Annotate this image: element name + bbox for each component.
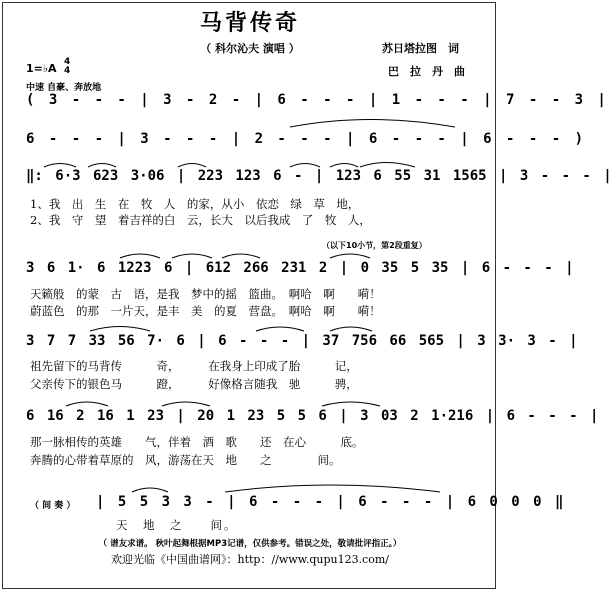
tie-slur xyxy=(330,164,358,168)
notation-row-4: 3 6 1· 6 1223 6 | 612 266 231 2 | 0 35 5 35 | 6 - - - | xyxy=(26,260,574,276)
song-title: 马背传奇 xyxy=(199,10,300,36)
tie-slur xyxy=(256,327,304,331)
tie-slur xyxy=(330,254,370,258)
tie-slur xyxy=(222,254,260,258)
tie-slur xyxy=(290,120,455,128)
tie-slur xyxy=(88,164,116,168)
segno-note: （以下10小节，第2段重复） xyxy=(322,241,427,250)
tempo-marking: 中速 自豪、奔放地 xyxy=(26,83,102,93)
interlude-label: （ 间 奏 ） xyxy=(30,501,76,511)
lyric-row-6-verse-1: 那一脉相传的英雄 气，伴着 酒 歌 还 在心 底。 xyxy=(30,435,364,449)
lyric-row-6-verse-2: 奔腾的心带着草原的 风，游荡在天 地 之 间。 xyxy=(30,453,341,467)
notation-row-6: 6 16 2 16 1 23 | 20 1 23 5 5 6 | 3 03 2 1·216 | 6 - - - | xyxy=(26,408,599,424)
time-sig-bottom: 4 xyxy=(64,66,71,76)
tie-slur xyxy=(66,402,108,406)
tie-slur xyxy=(90,327,150,332)
tie-slur xyxy=(290,164,320,168)
tie-slur xyxy=(360,163,415,168)
lyric-row-3-verse-2: 2、我 守 望 着吉祥的白 云，长大 以后我成 了 牧 人， xyxy=(30,213,371,227)
key-signature: 1=♭A xyxy=(26,62,57,75)
footer-note: （ 谱友求谱。 秋叶起舞根据MP3记谱，仅供参考。错误之处，敬请批评指正。） xyxy=(98,539,402,549)
tie-slur xyxy=(178,164,206,168)
tie-slur xyxy=(225,485,440,492)
tie-slur xyxy=(120,254,160,258)
lyric-row-4-verse-1: 天籁般 的蒙 古 语，是我 梦中的摇 篮曲。 啊哈 啊 嗬！ xyxy=(30,287,381,301)
lyric-row-3-verse-1: 1、我 出 生 在 牧 人 的家，从小 依恋 绿 草 地， xyxy=(30,197,360,211)
lyric-row-5-verse-2: 父亲传下的银色马 蹬， 好像格言随我 驰 骋， xyxy=(30,377,358,391)
tie-slur xyxy=(44,164,76,168)
time-sig-top: 4 xyxy=(64,57,71,67)
notation-row-3: ‖: 6·3 623 3·06 | 223 123 6 - | 123 6 55 31 1565 | 3 - - - | xyxy=(26,168,612,184)
singer-credit: （ 科尔沁夫 演唱 ） xyxy=(200,42,300,55)
notation-row-2: 6 - - - | 3 - - - | 2 - - - | 6 - - - | 6 - - - ) xyxy=(26,131,584,147)
notation-row-7: | 5 5 3 3 - | 6 - - - | 6 - - - | 6 0 0 0 ‖ xyxy=(96,494,564,510)
tie-slur xyxy=(132,488,168,492)
footer-site: 欢迎光临《中国曲谱网》：http：//www.qupu123.com/ xyxy=(111,553,389,566)
tie-slur xyxy=(322,402,380,406)
lyric-row-7: 天 地 之 间。 xyxy=(116,518,238,532)
tie-slur xyxy=(330,327,372,331)
tie-slur xyxy=(162,402,210,406)
tie-slur xyxy=(172,254,212,258)
composer-credit: 巴 拉 丹 曲 xyxy=(388,65,465,78)
lyric-row-5-verse-1: 祖先留下的马背传 奇， 在我身上印成了胎 记， xyxy=(30,359,358,373)
lyricist-credit: 苏日塔拉图 词 xyxy=(382,42,459,55)
notation-row-5: 3 7 7 33 56 7· 6 | 6 - - - | 37 756 66 565 | 3 3· 3 - | xyxy=(26,333,578,349)
notation-row-1: ( 3 - - - | 3 - 2 - | 6 - - - | 1 - - - | 7 - - 3 | xyxy=(26,92,606,108)
lyric-row-4-verse-2: 蔚蓝色 的那 一片天，是丰 美 的夏 营盘。 啊哈 啊 嗬！ xyxy=(30,304,381,318)
